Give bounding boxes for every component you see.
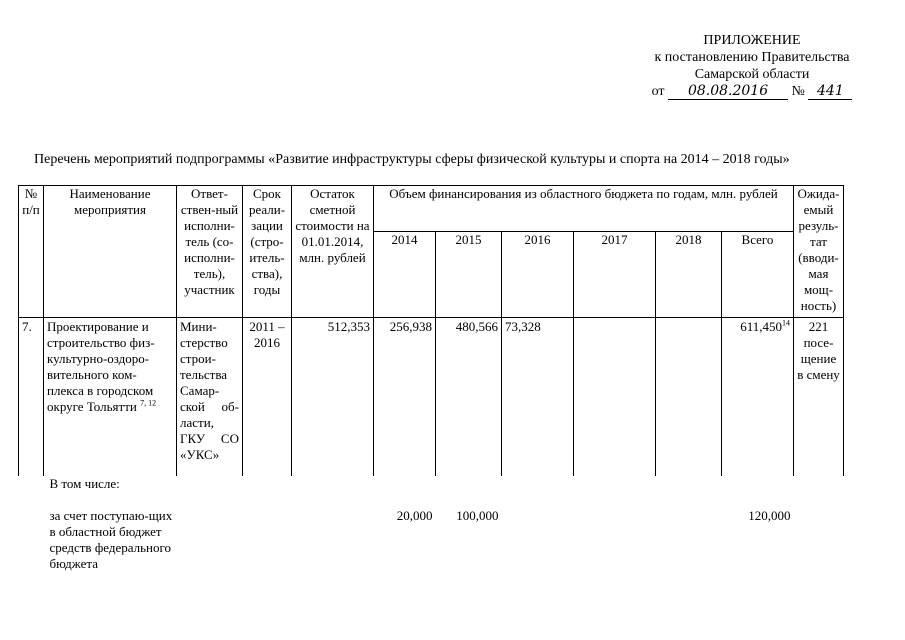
federal-2014: 20,000: [396, 507, 433, 523]
row-name: Проектирование и строительство физ-культурно-оздоро-вительного ком-плекса в городском округе Тольятти: [47, 319, 155, 414]
appendix-line-2: Самарской области: [694, 67, 810, 82]
handwritten-number: 441: [808, 83, 852, 100]
row-remainder: 512,353: [292, 318, 374, 476]
header-expected: Ожида-емый резуль-тат (вводи-мая мощ-ность): [794, 186, 844, 318]
table-row: [19, 318, 844, 476]
row-2014: 256,938: [374, 318, 436, 476]
handwritten-date: 08.08.2016: [668, 83, 788, 100]
header-year-2014: 2014: [374, 232, 436, 318]
row-2015: 480,566: [436, 318, 502, 476]
header-num: № п/п: [19, 186, 44, 318]
row-2018: [656, 318, 722, 476]
federal-2015: 100,000: [456, 507, 499, 523]
row-total: 611,450: [740, 319, 782, 334]
appendix-line-1: к постановлению Правительства: [654, 50, 850, 65]
federal-row: [19, 508, 844, 596]
row-2017: [574, 318, 656, 476]
document-title: Перечень мероприятий подпрограммы «Развитие инфраструктуры сферы физической культуры и спорта на 2014 – 2018 годы»: [34, 152, 790, 167]
row-2016: 73,328: [502, 318, 574, 476]
row-responsible: Мини-стерство строи-тельства Самар-ской об-ласти, ГКУ СО «УКС»: [177, 318, 243, 476]
including-label: В том числе:: [49, 475, 120, 491]
number-label: №: [791, 84, 805, 99]
header-year-2016: 2016: [502, 232, 574, 318]
header-remainder: Остаток сметной стоимости на 01.01.2014, млн. рублей: [292, 186, 374, 318]
federal-name: за счет поступаю-щих в областной бюджет средств федерального бюджета: [49, 507, 173, 571]
appendix-header: [637, 32, 867, 100]
appendix-date-line: [637, 83, 867, 100]
table-header-row-1: [19, 186, 844, 232]
row-num: 7.: [19, 318, 44, 476]
header-financing: Объем финансирования из областного бюджета по годам, млн. рублей: [374, 186, 794, 232]
header-year-2015: 2015: [436, 232, 502, 318]
federal-total: 120,000: [748, 507, 791, 523]
header-total: Всего: [722, 232, 794, 318]
header-year-2018: 2018: [656, 232, 722, 318]
header-responsible: Ответ-ствен-ный исполни-тель (со-исполни-тель), участник: [177, 186, 243, 318]
measures-table: [18, 185, 844, 596]
row-name-cell: [44, 318, 177, 476]
header-term: Срок реали-зации (стро-итель-ства), годы: [243, 186, 292, 318]
header-year-2017: 2017: [574, 232, 656, 318]
including-row: [19, 476, 844, 508]
row-term: 2011 – 2016: [243, 318, 292, 476]
row-expected: 221 посе-щение в смену: [794, 318, 844, 476]
header-name: Наименование мероприятия: [44, 186, 177, 318]
appendix-title: ПРИЛОЖЕНИЕ: [703, 33, 801, 48]
row-total-footnote: 14: [782, 318, 790, 328]
row-total-cell: [722, 318, 794, 476]
row-name-footnote: 7, 12: [140, 398, 157, 408]
from-label: от: [651, 84, 665, 99]
